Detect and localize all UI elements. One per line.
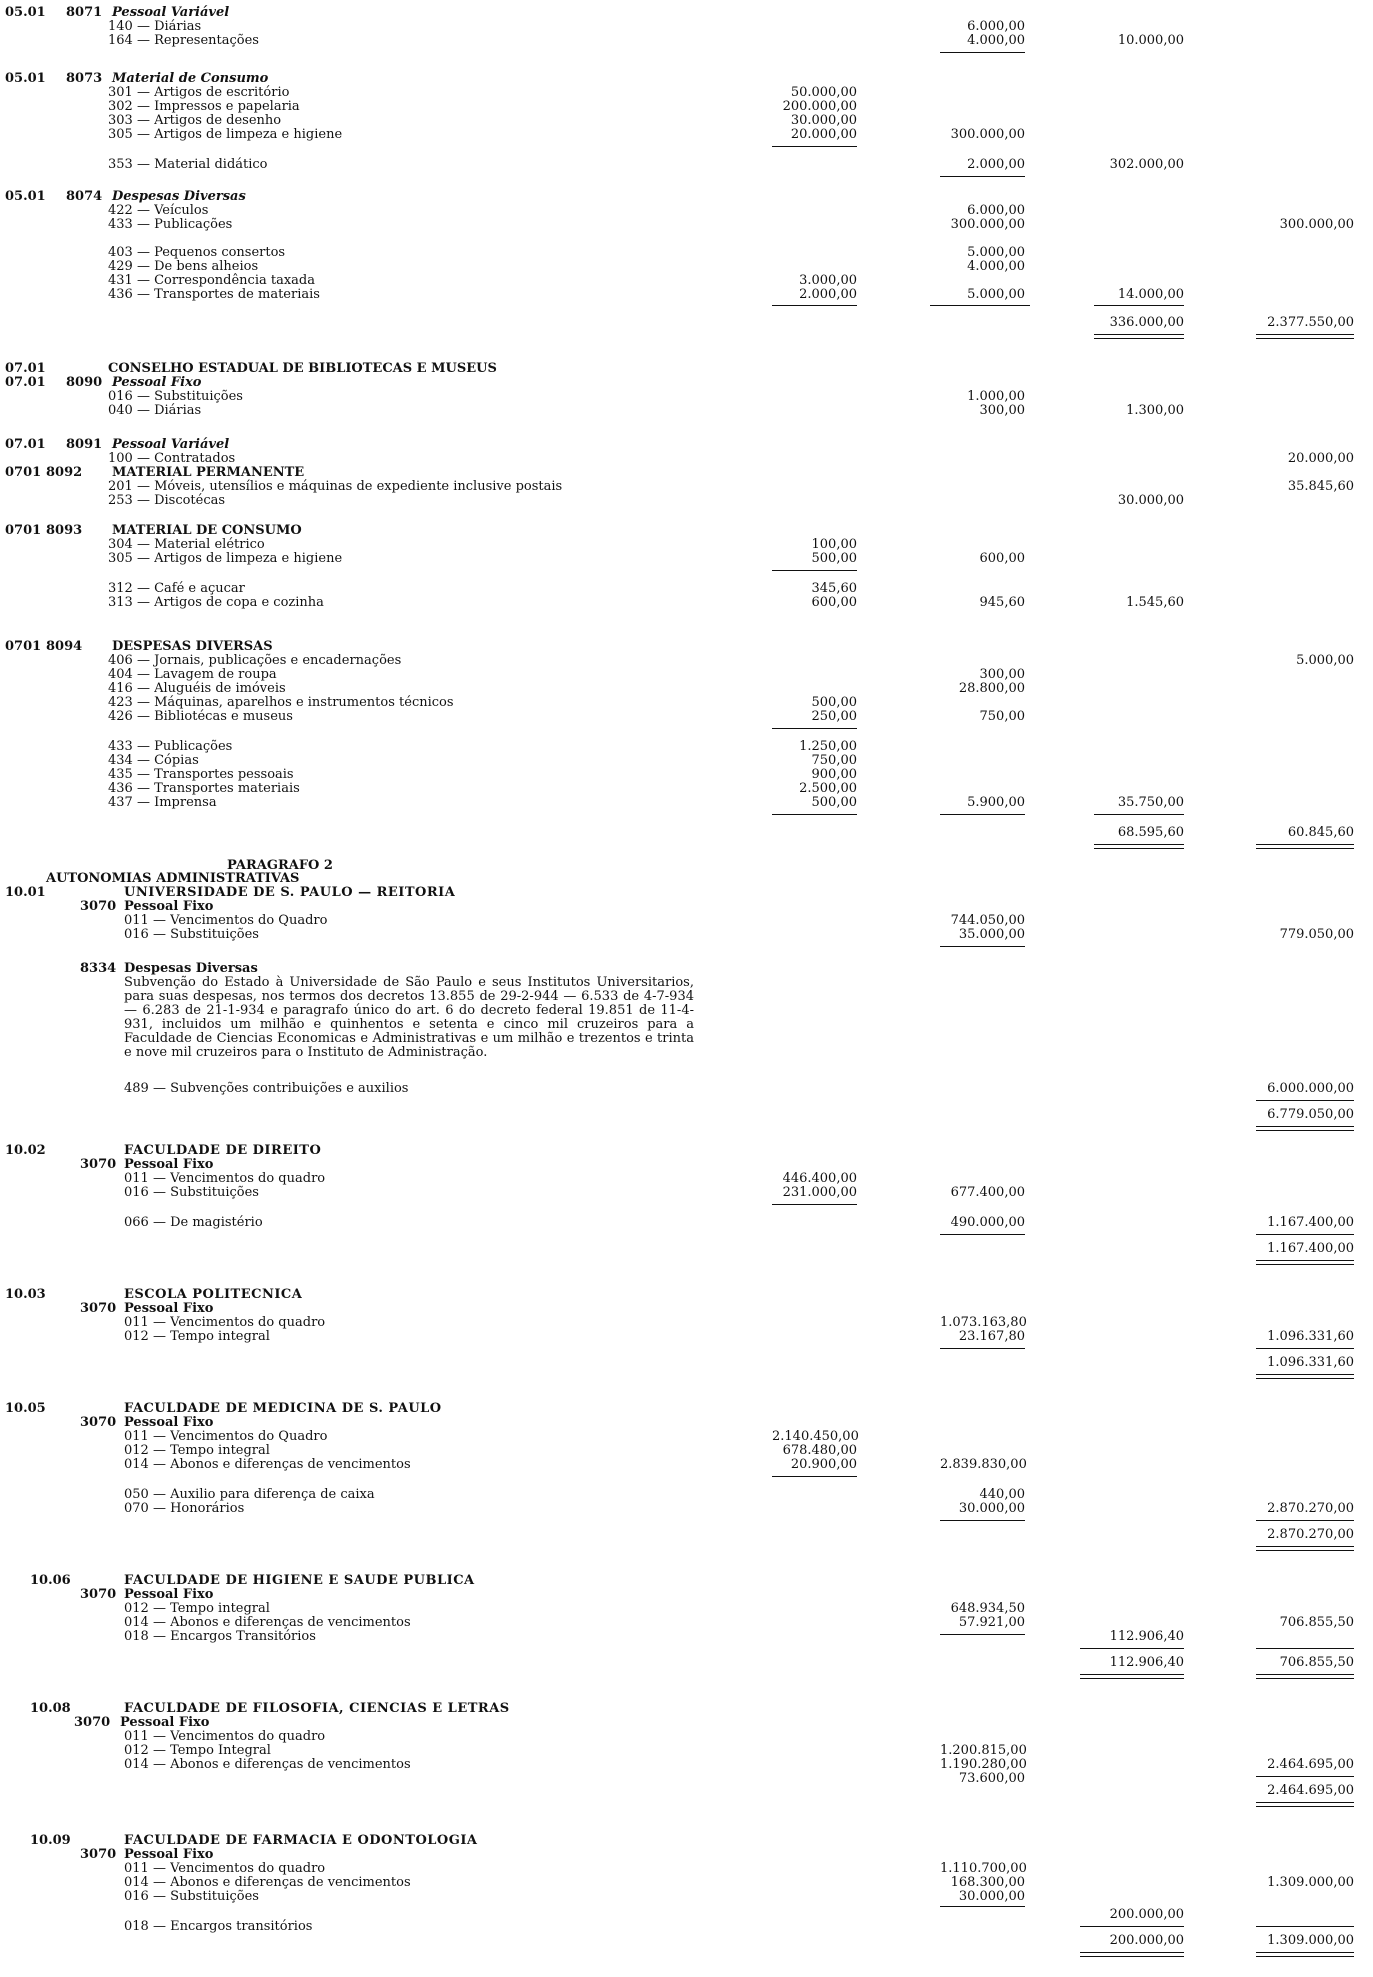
subsection-code: 3070 [80,1587,117,1602]
amount: 500,00 [811,551,857,566]
item-label: 018 — Encargos transitórios [124,1919,313,1934]
section-code: 05.01 [5,71,46,86]
subsection-code: 3070 [80,1415,117,1430]
amount: 73.600,00 [958,1771,1025,1786]
item-label: 434 — Cópias [108,753,199,768]
rule [1256,1520,1354,1521]
amount: 6.000,00 [967,19,1025,34]
item-label: 426 — Bibliotécas e museus [108,709,293,724]
amount: 302.000,00 [1109,157,1184,172]
item-label: 011 — Vencimentos do quadro [124,1861,326,1876]
rule [1256,338,1354,339]
rule [1256,334,1354,335]
amount: 648.934,50 [950,1601,1025,1616]
section-code: 07.01 [5,375,46,390]
item-label: 140 — Diárias [108,19,202,34]
item-label: 012 — Tempo integral [124,1443,270,1458]
amount: 35.750,00 [1117,795,1184,810]
amount: 945,60 [979,595,1025,610]
rule [940,1520,1025,1521]
amount: 500,00 [811,695,857,710]
rule [772,146,857,147]
rule [1256,1802,1354,1803]
section-title: MATERIAL PERMANENTE [112,465,305,480]
amount: 1.200.815,00 [940,1743,1027,1758]
item-label: 437 — Imprensa [108,795,217,810]
item-label: 353 — Material didático [108,157,268,172]
amount: 300.000,00 [950,127,1025,142]
section-code: 10.02 [5,1143,46,1158]
rule [772,305,857,306]
item-label: 016 — Substituições [124,1185,259,1200]
section-code: 07.01 [5,361,46,376]
rule [1256,1130,1354,1131]
item-label: 011 — Vencimentos do Quadro [124,1429,328,1444]
subsection-code: 3070 [80,1301,117,1316]
subsection-code: 8071 [66,5,103,20]
paragraph-subtitle: AUTONOMIAS ADMINISTRATIVAS [46,871,300,886]
rule [1256,1648,1354,1649]
rule [1256,1550,1354,1551]
item-label: 016 — Substituições [108,389,243,404]
amount: 600,00 [811,595,857,610]
amount: 57.921,00 [958,1615,1025,1630]
section-code: 10.03 [5,1287,46,1302]
amount: 750,00 [811,753,857,768]
rule [1256,1674,1354,1675]
rule [940,1348,1025,1349]
section-title: MATERIAL DE CONSUMO [112,523,302,538]
item-label: 312 — Café e açucar [108,581,245,596]
amount: 5.900,00 [967,795,1025,810]
rule [1094,848,1184,849]
subsection-code: 8094 [46,639,83,654]
amount: 35.845,60 [1287,479,1354,494]
amount: 112.906,40 [1109,1629,1184,1644]
section-title: Material de Consumo [112,71,269,86]
rule [1080,1674,1184,1675]
rule [1256,1100,1354,1101]
item-label: 416 — Aluguéis de imóveis [108,681,286,696]
item-label: 305 — Artigos de limpeza e higiene [108,127,343,142]
item-label: 066 — De magistério [124,1215,263,1230]
rule [1094,814,1184,815]
rule [1080,1648,1184,1649]
section-code: 05.01 [5,189,46,204]
amount: 1.073.163,80 [940,1315,1027,1330]
rule [1256,1546,1354,1547]
item-label: 014 — Abonos e diferenças de vencimentos [124,1757,411,1772]
section-title: Pessoal Fixo [124,1415,214,1430]
amount: 677.400,00 [950,1185,1025,1200]
rule [772,1476,857,1477]
amount: 2.839.830,00 [940,1457,1027,1472]
amount: 23.167,80 [958,1329,1025,1344]
section-code: 10.06 [30,1573,71,1588]
amount: 600,00 [979,551,1025,566]
item-label: 011 — Vencimentos do quadro [124,1315,326,1330]
amount: 6.000.000,00 [1267,1081,1354,1096]
amount: 30.000,00 [790,113,857,128]
amount: 744.050,00 [950,913,1025,928]
rule [940,946,1025,947]
section-title: Despesas Diversas [124,961,258,976]
section-heading: ESCOLA POLITECNICA [124,1287,303,1302]
amount: 1.545,60 [1126,595,1184,610]
section-code: 0701 [5,465,42,480]
rule [1256,1378,1354,1379]
subtotal: 336.000,00 [1109,315,1184,330]
amount: 779.050,00 [1279,927,1354,942]
item-label: 436 — Transportes materiais [108,781,300,796]
rule [1094,305,1184,306]
item-label: 011 — Vencimentos do quadro [124,1171,326,1186]
section-code: 10.09 [30,1833,71,1848]
section-title: Pessoal Fixo [124,1157,214,1172]
rule [1080,1952,1184,1953]
amount: 14.000,00 [1117,287,1184,302]
item-label: 423 — Máquinas, aparelhos e instrumentos técnicos [108,695,454,710]
amount: 5.000,00 [967,245,1025,260]
amount: 2.464.695,00 [1267,1757,1354,1772]
section-title: Pessoal Fixo [124,1847,214,1862]
item-label: 431 — Correspondência taxada [108,273,316,288]
amount: 1.300,00 [1126,403,1184,418]
rule [1256,1260,1354,1261]
rule [1256,1126,1354,1127]
item-label: 313 — Artigos de copa e cozinha [108,595,324,610]
amount: 1.309.000,00 [1267,1875,1354,1890]
amount: 2.140.450,00 [772,1429,859,1444]
section-code: 10.05 [5,1401,46,1416]
rule [1080,1678,1184,1679]
amount: 900,00 [811,767,857,782]
subtotal: 1.309.000,00 [1267,1933,1354,1948]
subsection-code: 3070 [80,1847,117,1862]
subsection-code: 8073 [66,71,103,86]
amount: 20.000,00 [790,127,857,142]
amount: 300.000,00 [950,217,1025,232]
item-label: 436 — Transportes de materiais [108,287,320,302]
rule [940,176,1025,177]
amount: 30.000,00 [958,1501,1025,1516]
amount: 3.000,00 [799,273,857,288]
section-title: Pessoal Variável [112,5,230,20]
item-label: 018 — Encargos Transitórios [124,1629,316,1644]
amount: 200.000,00 [782,99,857,114]
amount: 2.000,00 [799,287,857,302]
section-code: 0701 [5,523,42,538]
section-heading: FACULDADE DE MEDICINA DE S. PAULO [124,1401,442,1416]
amount: 500,00 [811,795,857,810]
item-label: 164 — Representações [108,33,259,48]
section-title: DESPESAS DIVERSAS [112,639,273,654]
item-label: 305 — Artigos de limpeza e higiene [108,551,343,566]
item-label: 422 — Veículos [108,203,209,218]
section-title: Pessoal Fixo [124,1587,214,1602]
amount: 231.000,00 [782,1185,857,1200]
item-label: 301 — Artigos de escritório [108,85,290,100]
subsection-code: 3070 [80,1157,117,1172]
item-label: 429 — De bens alheios [108,259,259,274]
rule [940,1906,1025,1907]
rule [1080,1956,1184,1957]
item-label: 303 — Artigos de desenho [108,113,282,128]
subtotal: 2.377.550,00 [1267,315,1354,330]
subtotal: 68.595,60 [1117,825,1184,840]
subsection-code: 8091 [66,437,103,452]
section-heading: CONSELHO ESTADUAL DE BIBLIOTECAS E MUSEUS [108,361,497,376]
item-label: 100 — Contratados [108,451,236,466]
section-title: Pessoal Variável [112,437,230,452]
item-label: 012 — Tempo Integral [124,1743,271,1758]
section-code: 05.01 [5,5,46,20]
amount: 1.096.331,60 [1267,1329,1354,1344]
section-code: 10.08 [30,1701,71,1716]
section-heading: FACULDADE DE FARMACIA E ODONTOLOGIA [124,1833,478,1848]
rule [1256,1348,1354,1349]
item-label: 435 — Transportes pessoais [108,767,294,782]
amount: 5.000,00 [1296,653,1354,668]
section-code: 07.01 [5,437,46,452]
rule [772,728,857,729]
rule [1256,1956,1354,1957]
section-heading: FACULDADE DE DIREITO [124,1143,322,1158]
amount: 4.000,00 [967,33,1025,48]
subsection-code: 3070 [74,1715,111,1730]
rule [772,570,857,571]
amount: 6.000,00 [967,203,1025,218]
amount: 2.870.270,00 [1267,1501,1354,1516]
amount: 300,00 [979,667,1025,682]
item-label: 302 — Impressos e papelaria [108,99,300,114]
subtotal: 2.464.695,00 [1267,1783,1354,1798]
subtotal: 2.870.270,00 [1267,1527,1354,1542]
section-title: Despesas Diversas [112,189,246,204]
rule [1256,1776,1354,1777]
rule [1256,1234,1354,1235]
rule [1094,338,1184,339]
item-label: 011 — Vencimentos do Quadro [124,913,328,928]
item-label: 253 — Discotécas [108,493,226,508]
amount: 4.000,00 [967,259,1025,274]
rule [940,814,1025,815]
rule [940,52,1025,53]
item-label: 016 — Substituições [124,1889,259,1904]
item-label: 406 — Jornais, publicações e encadernações [108,653,402,668]
rule [940,1634,1025,1635]
amount: 490.000,00 [950,1215,1025,1230]
rule [1080,1926,1184,1927]
rule [1094,334,1184,335]
amount: 30.000,00 [958,1889,1025,1904]
item-label: 016 — Substituições [124,927,259,942]
rule [940,1234,1025,1235]
item-label: 011 — Vencimentos do quadro [124,1729,326,1744]
amount: 250,00 [811,709,857,724]
amount: 168.300,00 [950,1875,1025,1890]
subsection-code: 8090 [66,375,103,390]
amount: 750,00 [979,709,1025,724]
subsection-code: 8074 [66,189,103,204]
section-title: Pessoal Fixo [124,1301,214,1316]
item-label: 012 — Tempo integral [124,1329,270,1344]
section-title: Pessoal Fixo [112,375,202,390]
amount: 678.480,00 [782,1443,857,1458]
item-label: 433 — Publicações [108,739,233,754]
amount: 1.190.280,00 [940,1757,1027,1772]
amount: 2.000,00 [967,157,1025,172]
amount: 1.167.400,00 [1267,1215,1354,1230]
subtotal: 112.906,40 [1109,1655,1184,1670]
amount: 2.500,00 [799,781,857,796]
amount: 300,00 [979,403,1025,418]
section-title: Pessoal Fixo [124,899,214,914]
amount: 200.000,00 [1109,1907,1184,1922]
item-label: 489 — Subvenções contribuições e auxilios [124,1081,409,1096]
item-label: 014 — Abonos e diferenças de vencimentos [124,1457,411,1472]
rule [930,305,1030,306]
item-label: 433 — Publicações [108,217,233,232]
amount: 345,60 [811,581,857,596]
section-code: 10.01 [5,885,46,900]
rule [1256,1806,1354,1807]
rule [1256,1926,1354,1927]
rule [1256,1952,1354,1953]
item-label: 014 — Abonos e diferenças de vencimentos [124,1615,411,1630]
amount: 50.000,00 [790,85,857,100]
amount: 10.000,00 [1117,33,1184,48]
subtotal: 6.779.050,00 [1267,1107,1354,1122]
subsection-code: 8093 [46,523,83,538]
item-label: 050 — Auxilio para diferença de caixa [124,1487,375,1502]
rule [1256,844,1354,845]
rule [1256,1264,1354,1265]
amount: 1.000,00 [967,389,1025,404]
item-label: 012 — Tempo integral [124,1601,270,1616]
section-heading: UNIVERSIDADE DE S. PAULO — REITORIA [124,885,456,900]
item-label: 404 — Lavagem de roupa [108,667,277,682]
rule [772,814,857,815]
rule [1256,1374,1354,1375]
amount: 446.400,00 [782,1171,857,1186]
subtotal: 1.167.400,00 [1267,1241,1354,1256]
amount: 28.800,00 [958,681,1025,696]
item-label: 304 — Material elétrico [108,537,265,552]
item-label: 040 — Diárias [108,403,202,418]
item-label: 014 — Abonos e diferenças de vencimentos [124,1875,411,1890]
section-code: 0701 [5,639,42,654]
section-title: Pessoal Fixo [120,1715,210,1730]
amount: 706.855,50 [1279,1615,1354,1630]
amount: 100,00 [811,537,857,552]
amount: 20.900,00 [790,1457,857,1472]
amount: 440,00 [979,1487,1025,1502]
rule [1256,1678,1354,1679]
subtotal: 200.000,00 [1109,1933,1184,1948]
subsection-code: 8334 [80,961,117,976]
subtotal: 60.845,60 [1287,825,1354,840]
subtotal: 706.855,50 [1279,1655,1354,1670]
rule [1256,848,1354,849]
item-label: 070 — Honorários [124,1501,245,1516]
section-heading: FACULDADE DE FILOSOFIA, CIENCIAS E LETRAS [124,1701,510,1716]
paragraph-title: PARAGRAFO 2 [227,858,333,873]
item-label: 201 — Móveis, utensílios e máquinas de expediente inclusive postais [108,479,563,494]
item-label: 403 — Pequenos consertos [108,245,286,260]
amount: 300.000,00 [1279,217,1354,232]
amount: 1.110.700,00 [940,1861,1027,1876]
subsection-code: 8092 [46,465,83,480]
subsection-code: 3070 [80,899,117,914]
amount: 20.000,00 [1287,451,1354,466]
rule [1094,844,1184,845]
subvention-text: Subvenção do Estado à Universidade de São Paulo e seus Institutos Universitarios, para suas despesas, nos termos dos decretos 13.855 de 29-2-944 — 6.533 de 4-7-934 — 6.283 de 21-1-934 e paragrafo único do art. 6 do decreto federal 19.851 de 11-4-931, incluidos um milhão e quinhentos e setenta e cinco mil cruzeiros para a Faculdade de Ciencias Economicas e Administrativas e um milhão e trezentos e trinta e nove mil cruzeiros para o Instituto de Administração. [124,975,694,1060]
subtotal: 1.096.331,60 [1267,1355,1354,1370]
amount: 5.000,00 [967,287,1025,302]
section-heading: FACULDADE DE HIGIENE E SAUDE PUBLICA [124,1573,475,1588]
amount: 1.250,00 [799,739,857,754]
amount: 30.000,00 [1117,493,1184,508]
amount: 35.000,00 [958,927,1025,942]
rule [772,1204,857,1205]
